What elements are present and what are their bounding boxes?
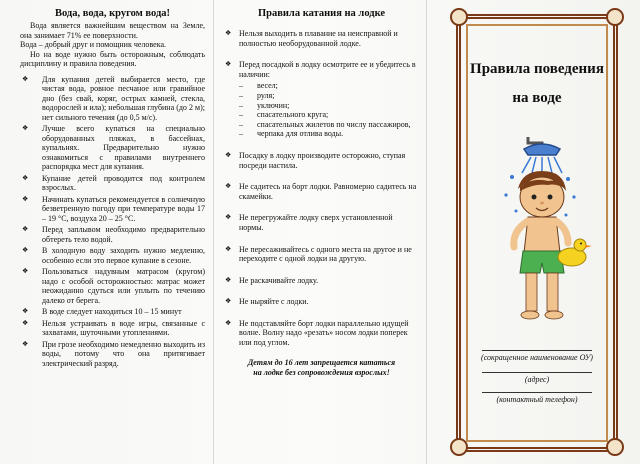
field-caption: (сокращенное наименование ОУ)	[481, 353, 593, 362]
intro-paragraph: Но на воде нужно быть осторожным, соблюдать дисциплину и правила поведения.	[20, 49, 205, 69]
list-item	[225, 60, 418, 139]
list-item: ❖ Посадку в лодку производите осторожно, ступая посреди настила.	[225, 151, 418, 170]
intro-paragraph: Вода – добрый друг и помощник человека.	[20, 40, 167, 50]
org-name-field	[456, 350, 618, 362]
frame-corner-ornament	[606, 8, 624, 26]
checklist-item: – спасательных жилетов по числу пассажиров,	[239, 120, 418, 130]
checklist-item: – руля;	[239, 91, 418, 101]
list-item: ❖ Купание детей проводится под контролем взрослых.	[20, 174, 205, 193]
fill-line	[482, 392, 592, 393]
cover-title	[466, 60, 608, 108]
checklist-item: – спасательного круга;	[239, 110, 418, 120]
fill-line	[482, 350, 592, 351]
warning-note	[225, 358, 418, 378]
boy-in-shower-illustration	[476, 135, 596, 335]
cover-panel	[426, 0, 640, 464]
middle-column	[213, 0, 426, 464]
list-item: ❖ Нельзя устраивать в воде игры, связанные с захватами, шуточными утоплениями.	[20, 319, 205, 338]
frame-corner-ornament	[450, 8, 468, 26]
list-item: ❖ Не ныряйте с лодки.	[225, 297, 418, 307]
frame-corner-ornament	[606, 438, 624, 456]
list-item: ❖ Начинать купаться рекомендуется в солнечную безветренную погоду при температуре воды 17 – 19 °C, воздуха 20 – 25 °C.	[20, 195, 205, 224]
swimming-rules-list	[20, 75, 205, 369]
intro-paragraph: Вода является важнейшим веществом на Земле, она занимает 71% ее поверхности.	[20, 21, 205, 40]
checklist-item: – уключин;	[239, 101, 418, 111]
equipment-checklist	[239, 81, 418, 139]
warning-line: на лодке без сопровождения взрослых!	[253, 367, 390, 377]
list-item: ❖ Лучше всего купаться на специально оборудованных пляжах, в бассейнах, купальнях. Предварительно нужно ознакомиться с правилами внутреннего распорядка мест для купания.	[20, 124, 205, 172]
middle-title: Правила катания на лодке	[257, 8, 386, 19]
left-column	[0, 0, 213, 464]
address-field	[456, 372, 618, 384]
fill-line	[482, 372, 592, 373]
list-item: ❖ Перед заплывом необходимо предварительно обтереть тело водой.	[20, 225, 205, 244]
list-item: ❖ При грозе необходимо немедленно выходить из воды, потому что она притягивает электрический разряд.	[20, 340, 205, 369]
list-item: ❖ Не садитесь на борт лодки. Равномерно садитесь на скамейки.	[225, 182, 418, 201]
field-caption: (контактный телефон)	[496, 395, 578, 404]
boating-rules-list	[225, 29, 418, 348]
left-title: Вода, вода, кругом вода!	[54, 8, 171, 19]
list-item: ❖ Нельзя выходить в плавание на неисправной и полностью необорудованной лодке.	[225, 29, 418, 48]
warning-line: Детям до 16 лет запрещается кататься	[247, 357, 396, 367]
list-item: ❖ Не пересаживайтесь с одного места на другое и не переходите с одной лодки на другую.	[225, 245, 418, 264]
cover-title-line: Правила поведения	[470, 61, 604, 77]
cover-title-line: на воде	[512, 90, 562, 106]
field-caption: (адрес)	[524, 375, 550, 384]
checklist-item: – весел;	[239, 81, 418, 91]
list-item: ❖ В воде следует находиться 10 – 15 минут	[20, 307, 205, 317]
checklist-item: – черпака для отлива воды.	[239, 129, 418, 139]
list-item: ❖ Не подставляйте борт лодки параллельно идущей волне. Волну надо «резать» носом лодки поперек или под углом.	[225, 319, 418, 348]
list-item: ❖ Для купания детей выбирается место, где чистая вода, ровное песчаное или гравийное дно (без свай, коряг, острых камней, стекла, водорослей и ила); небольшая глубина (до 2 м); нет сильного течения (до 0,5 м/с).	[20, 75, 205, 123]
phone-field	[456, 392, 618, 404]
list-item: ❖ В холодную воду заходить нужно медленно, особенно если это первое купание в сезоне.	[20, 246, 205, 265]
list-item-text: Перед посадкой в лодку осмотрите ее и убедитесь в наличии:	[239, 60, 416, 79]
list-item: ❖ Пользоваться надувным матрасом (кругом) надо с особой осторожностью: матрас может неожиданно сдуться или уплыть по течению далеко от берега.	[20, 267, 205, 305]
list-item: ❖ Не перегружайте лодку сверх установленной нормы.	[225, 213, 418, 232]
frame-corner-ornament	[450, 438, 468, 456]
list-item: ❖ Не раскачивайте лодку.	[225, 276, 418, 286]
